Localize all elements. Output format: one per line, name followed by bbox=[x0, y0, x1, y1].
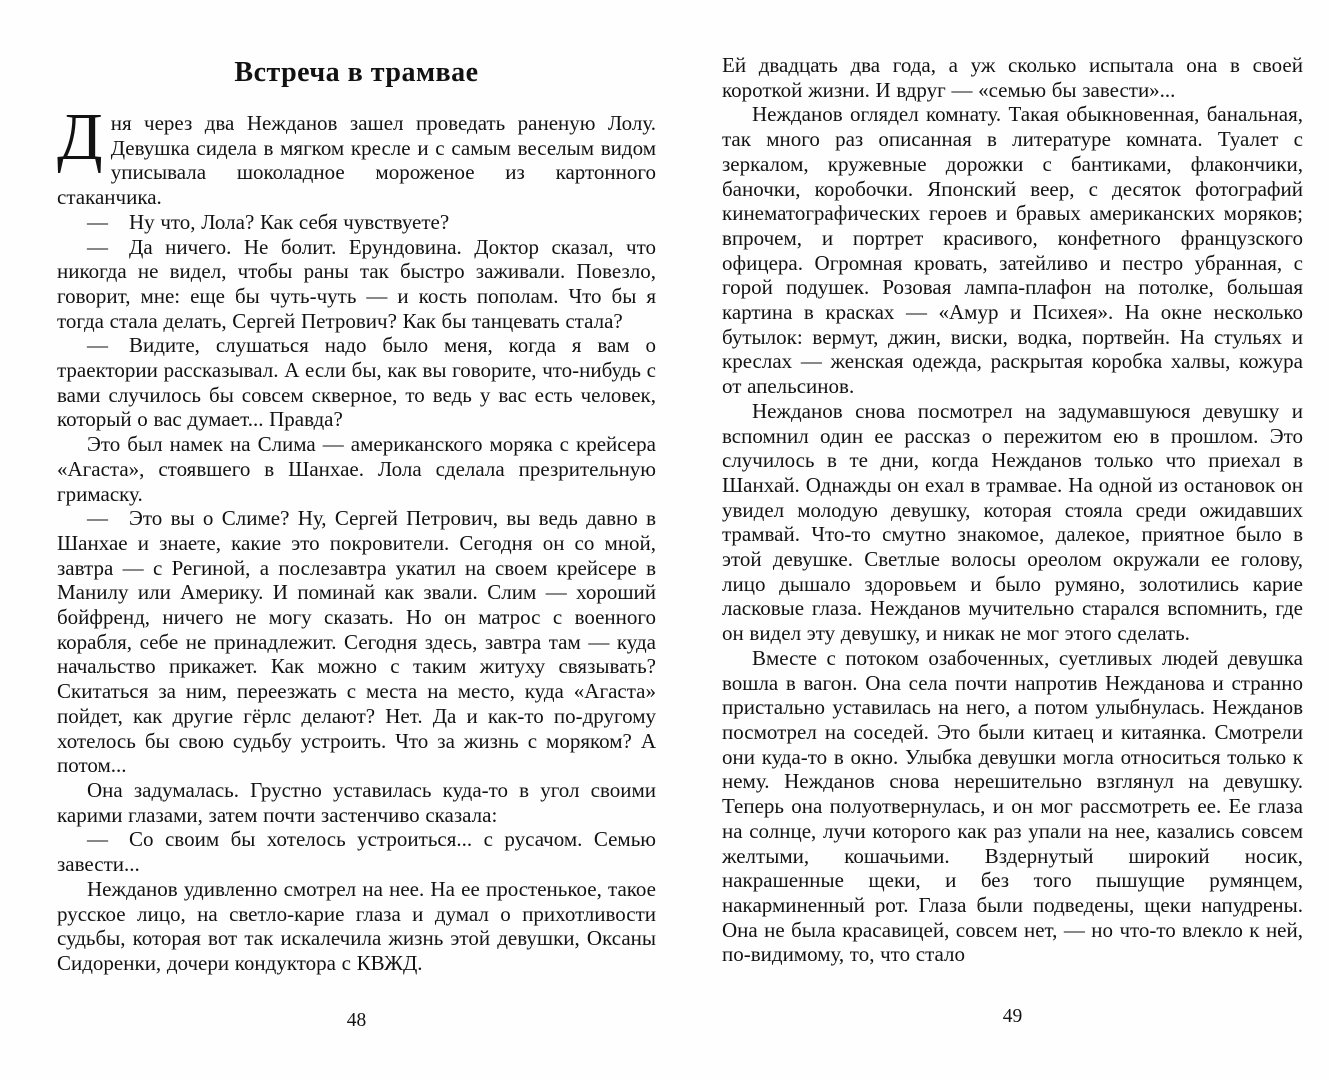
drop-cap: Д bbox=[57, 100, 103, 174]
paragraph: Нежданов оглядел комнату. Такая обыкновенная, банальная, так много раз описанная в литературе комната. Туалет с зеркалом, кружевные дорожки с бантиками, флакончики, баночки, коробочки. Японский веер, с десяток фотографий кинематографических героев и бравых американских моряков; впрочем, и портрет красивого, конфетного французского офицера. Огромная кровать, затейливо и пестро убранная, с горой подушек. Розовая лампа-плафон на потолке, большая картина в красках — «Амур и Психея». На окне несколько бутылок: вермут, джин, виски, водка, портвейн. На стульях и креслах — женская одежда, раскрытая коробка халвы, кожура от апельсинов. bbox=[722, 102, 1303, 399]
chapter-heading: Встреча в трамвае bbox=[234, 57, 479, 88]
paragraph: — Ну что, Лола? Как себя чувствуете? bbox=[87, 209, 450, 234]
right-page bbox=[722, 53, 1303, 1037]
paragraph: Она задумалась. Грустно уставилась куда-то в угол своими карими глазами, затем почти застенчиво сказала: bbox=[57, 777, 656, 827]
paragraph: — Да ничего. Не болит. Ерундовина. Доктор сказал, что никогда не видел, чтобы раны так быстро заживали. Повезло, говорит, мне: еще бы чуть-чуть — и кость пополам. Что бы я тогда стала делать, Сергей Петрович? Как бы танцевать стала? bbox=[57, 234, 656, 333]
paragraph: Нежданов снова посмотрел на задумавшуюся девушку и вспомнил один ее рассказ о пережитом ею в прошлом. Это случилось в те дни, когда Нежданов только что приехал в Шанхай. Однажды он ехал в трамвае. На одной из остановок он увидел молодую девушку, которая стояла среди ожидавших трамвай. Что-то смутно знакомое, далекое, приятное было в этой девушке. Светлые волосы ореолом окружали ее голову, лицо дышало здоровьем и было румяно, золотились карие ласковые глаза. Нежданов мучительно старался вспомнить, где он видел эту девушку, и никак не мог этого сделать. bbox=[722, 398, 1303, 646]
left-page bbox=[57, 57, 656, 1037]
paragraph: — Видите, слушаться надо было меня, когда я вам о траектории рассказывал. А если бы, как вы говорите, что-нибудь с вами случилось бы совсем скверное, то ведь у вас есть человек, который о вас думает... Правда? bbox=[57, 333, 656, 432]
paragraph: — Это вы о Слиме? Ну, Сергей Петрович, вы ведь давно в Шанхае и знаете, какие это покровители. Сегодня он со мной, завтра — с Региной, а послезавтра укатил на своем крейсере в Манилу или Америку. И поминай как звали. Слим — хороший бойфренд, ничего не могу сказать. Но он матрос с военного корабля, себе не принадлежит. Сегодня здесь, завтра там — куда начальство прикажет. Как можно с таким житуху связывать? Скитаться за ним, переезжать с места на место, куда «Агаста» пойдет, как другие гёрлс делают? Нет. Да и как-то по-другому хотелось бы свою судьбу устроить. Что за жизнь с моряком? А потом... bbox=[57, 506, 656, 778]
page-number: 49 bbox=[1002, 1006, 1023, 1027]
paragraph: Вместе с потоком озабоченных, суетливых людей девушка вошла в вагон. Она села почти напротив Нежданова и странно пристально уставилась на него, а потом улыбнулась. Нежданов посмотрел на соседей. Это были китаец и китаянка. Смотрели они куда-то в окно. Улыбка девушки могла относиться только к нему. Нежданов снова нерешительно взглянул на девушку. Теперь она полуотвернулась, и он мог рассмотреть ее. Ее глаза на солнце, лучи которого как раз упали на нее, казались совсем желтыми, кошачьими. Вздернутый широкий носик, накрашенные щеки, и без того пышущие румянцем, накарминенный рот. Глаза были подведены, щеки напудрены. Она не была красавицей, совсем нет, — но что-то влекло к ней, по-видимому, то, что стало bbox=[722, 645, 1303, 967]
paragraph-text: ня через два Нежданов зашел проведать раненую Лолу. Девушка сидела в мягком кресле и с самым веселым видом уписывала шоколадное мороженое из картонного стаканчика. bbox=[57, 111, 656, 210]
paragraph: Ей двадцать два года, а уж сколько испытала она в своей короткой жизни. И вдруг — «семью бы завести»... bbox=[722, 53, 1303, 102]
paragraph: Это был намек на Слима — американского моряка с крейсера «Агаста», стоявшего в Шанхае. Лола сделала презрительную гримаску. bbox=[57, 432, 656, 506]
paragraph bbox=[57, 100, 656, 210]
page-number: 48 bbox=[346, 1010, 367, 1031]
paragraph: — Со своим бы хотелось устроиться... с русачом. Семью завести... bbox=[57, 827, 656, 877]
paragraph: Нежданов удивленно смотрел на нее. На ее простенькое, такое русское лицо, на светло-карие глаза и думал о прихотливости судьбы, которая вот так искалечила жизнь этой девушки, Оксаны Сидоренки, дочери кондуктора с КВЖД. bbox=[57, 876, 656, 975]
